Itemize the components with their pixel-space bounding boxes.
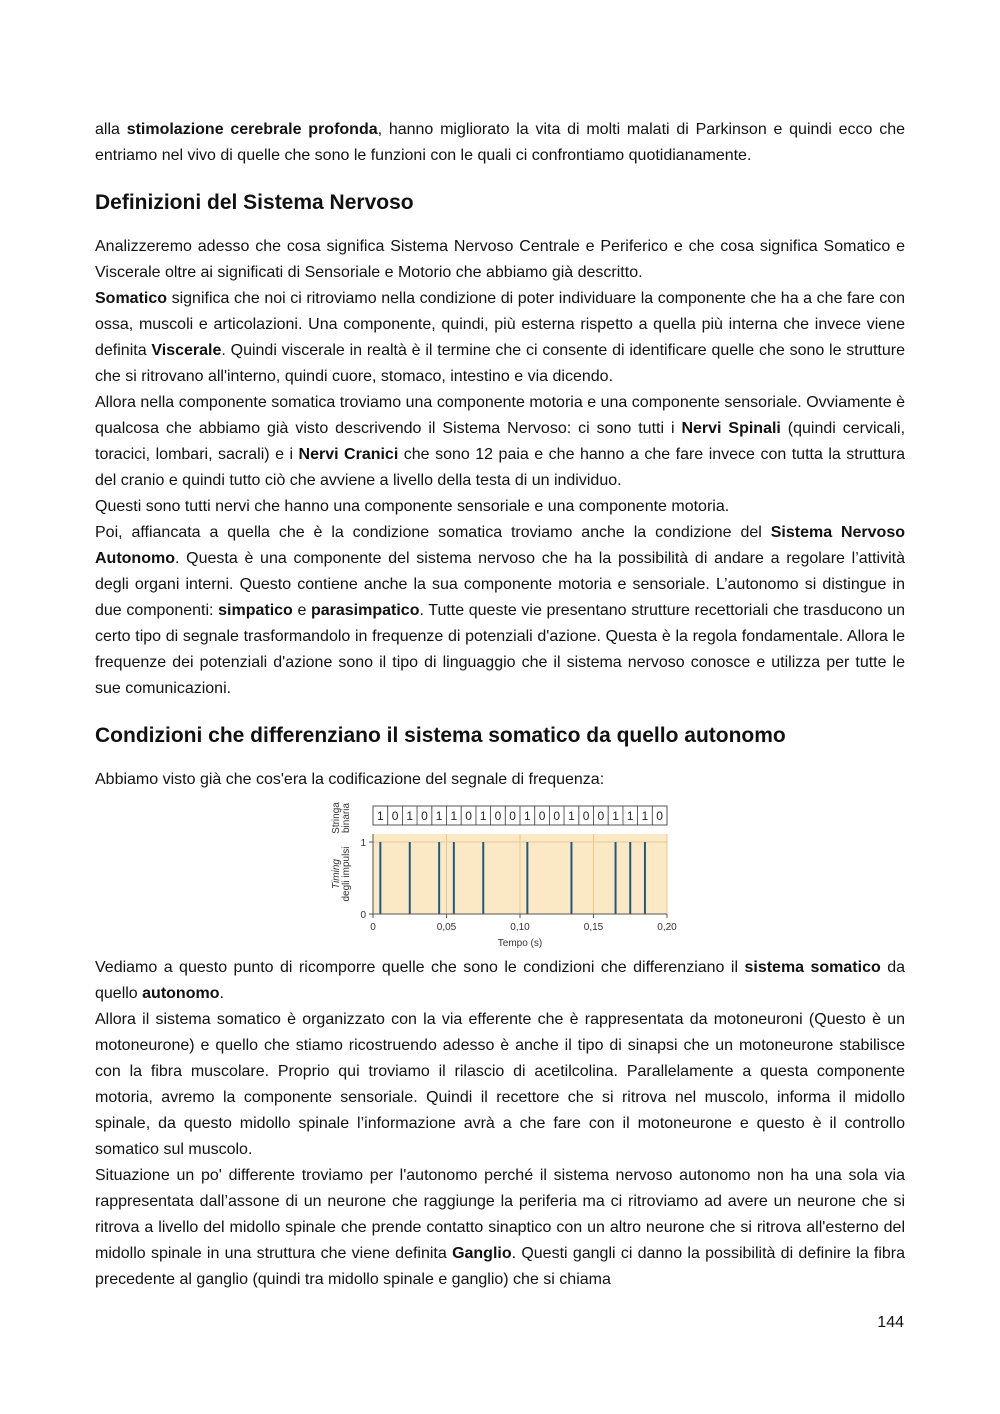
bold-term: Somatico	[95, 290, 168, 307]
bold-term: parasimpatico	[310, 602, 420, 619]
page-number: 144	[877, 1314, 904, 1331]
binary-digit: 0	[597, 809, 605, 823]
bold-term: Viscerale	[151, 342, 222, 359]
binary-digit: 1	[435, 809, 443, 823]
page-content	[95, 117, 905, 1293]
bold-term: Nervi Cranici	[298, 446, 399, 463]
paragraph-sistema-somatico: Allora il sistema somatico è organizzato con la via efferente che è rappresentata da motoneuroni (Questo è un motoneurone) e quello che stiamo ricostruendo adesso è anche il tipo di sinapsi che un motoneurone stabilisce con la fibra muscolare. Proprio qui troviamo il rilascio di acetilcolina. Parallelamente a questa componente motoria, avremo la componente sensoriale. Quindi il recettore che si ritrova nel muscolo, informa il midollo spinale, da questo midollo spinale l’informazione avrà a che fare con il motoneurone e questo è il controllo somatico sul muscolo.	[95, 1011, 905, 1158]
binary-digit: 1	[450, 809, 458, 823]
paragraph-intro: alla stimolazione cerebrale profonda, hanno migliorato la vita di molti malati di Parkinson e quindi ecco che entriamo nel vivo di quelle che sono le funzioni con le quali ci confrontiamo quotidianamente.	[95, 121, 906, 164]
x-axis-label: Tempo (s)	[497, 938, 543, 949]
y-tick-label: 0	[360, 910, 366, 921]
binary-label-line2: binaria	[341, 802, 352, 834]
binary-string-row	[373, 806, 667, 825]
x-tick-label: 0,15	[583, 922, 604, 933]
bold-term: stimolazione cerebrale profonda	[126, 121, 378, 138]
bold-term: simpatico	[218, 602, 293, 619]
paragraph-somatico: Somatico significa che noi ci ritroviamo nella condizione di poter individuare la componente che ha a che fare con ossa, muscoli e articolazioni. Una componente, quindi, più esterna rispetto a quella più interna che invece viene definita Viscerale. Quindi viscerale in realtà è il termine che ci consente di identificare quelle che sono le strutture che si ritrovano all'interno, quindi cuore, stomaco, intestino e via dicendo.	[95, 290, 905, 385]
paragraph-componente-somatica: Allora nella componente somatica troviamo una componente motoria e una componente sensoriale. Ovviamente è qualcosa che abbiamo già visto descrivendo il Sistema Nervoso: ci sono tutti i Nervi Spinali (quindi cervicali, toracici, lombari, sacrali) e i Nervi Cranici che sono 12 paia e che hanno a che fare invece con tutta la struttura del cranio e quindi tutto ciò che avviene a livello della testa di un individuo.	[95, 394, 906, 489]
paragraph-ganglio: Situazione un po' differente troviamo per l'autonomo perché il sistema nervoso autonomo non ha una sola via rappresentata dall’assone di un neurone che raggiunge la periferia ma ci ritroviamo ad avere un neurone che si ritrova a livello del midollo spinale che prende contatto sinaptico con un altro neurone che si ritrova all'esterno del midollo spinale in una struttura che viene definita Ganglio. Questi gangli ci danno la possibilità di definire la fibra precedente al ganglio (quindi tra midollo spinale e ganglio) che si chiama	[95, 1167, 906, 1288]
paragraph-1: Analizzeremo adesso che cosa significa Sistema Nervoso Centrale e Periferico e che cosa significa Somatico e Viscerale oltre ai significati di Sensoriale e Motorio che abbiamo già descritto.	[95, 238, 905, 281]
x-tick-label: 0,05	[436, 922, 457, 933]
paragraph-nervi: Questi sono tutti nervi che hanno una componente sensoriale e una componente motoria.	[95, 498, 730, 515]
binary-digit: 1	[479, 809, 487, 823]
binary-digit: 0	[582, 809, 590, 823]
x-ticks	[370, 914, 677, 933]
paragraph-codificazione: Abbiamo visto già che cos'era la codificazione del segnale di frequenza:	[95, 771, 605, 788]
binary-digit: 0	[538, 809, 546, 823]
binary-digit: 0	[656, 809, 663, 823]
bold-term: sistema somatico	[744, 959, 881, 976]
binary-digit: 0	[494, 809, 502, 823]
section-heading-condizioni: Condizioni che differenziano il sistema somatico da quello autonomo	[95, 724, 786, 747]
binary-digit: 1	[568, 809, 575, 823]
section-heading-definizioni: Definizioni del Sistema Nervoso	[95, 191, 414, 214]
paragraph-autonomo: Poi, affiancata a quella che è la condizione somatica troviamo anche la condizione del Sistema Nervoso Autonomo. Questa è una componente del sistema nervoso che ha la possibilità di andare a regolare l’attività degli organi interni. Questo contiene anche la sua componente motoria e sensoriale. L’autonomo si distingue in due componenti: simpatico e parasimpatico. Tutte queste vie presentano strutture recettoriali che trasducono un certo tipo di segnale trasformandolo in frequenze di potenziali d'azione. Questa è la regola fondamentale. Allora le frequenze dei potenziali d'azione sono il tipo di linguaggio che il sistema nervoso conosce e utilizza per tutte le sue comunicazioni.	[95, 524, 906, 697]
x-tick-label: 0,20	[657, 922, 677, 933]
binary-digit: 1	[377, 809, 384, 823]
binary-digit: 0	[391, 809, 399, 823]
y-tick-label: 1	[360, 838, 366, 849]
binary-digit: 0	[553, 809, 561, 823]
y-axis-label-line1: Timing	[331, 859, 342, 889]
binary-digit: 1	[641, 809, 649, 823]
y-ticks	[360, 838, 373, 921]
binary-digit: 0	[465, 809, 472, 823]
x-tick-label: 0	[370, 922, 376, 933]
binary-digit: 1	[524, 809, 531, 823]
binary-digit: 1	[612, 809, 619, 823]
bold-term: Ganglio	[452, 1245, 512, 1262]
bold-term: autonomo	[142, 985, 220, 1002]
binary-label-line1: Stringa	[331, 802, 342, 834]
binary-digit: 1	[626, 809, 634, 823]
bold-term: Nervi Spinali	[681, 420, 781, 437]
bold-term: Sistema Nervoso Autonomo	[95, 524, 906, 567]
x-tick-label: 0,10	[510, 922, 530, 933]
binary-digit: 1	[406, 809, 414, 823]
paragraph-ricomporre: Vediamo a questo punto di ricomporre quelle che sono le condizioni che differenziano il sistema somatico da quello autonomo.	[95, 959, 906, 1002]
binary-digit: 0	[421, 809, 428, 823]
y-axis-label-line2: degli impulsi	[341, 846, 352, 902]
frequency-coding-figure	[315, 801, 685, 951]
binary-digit: 0	[509, 809, 516, 823]
